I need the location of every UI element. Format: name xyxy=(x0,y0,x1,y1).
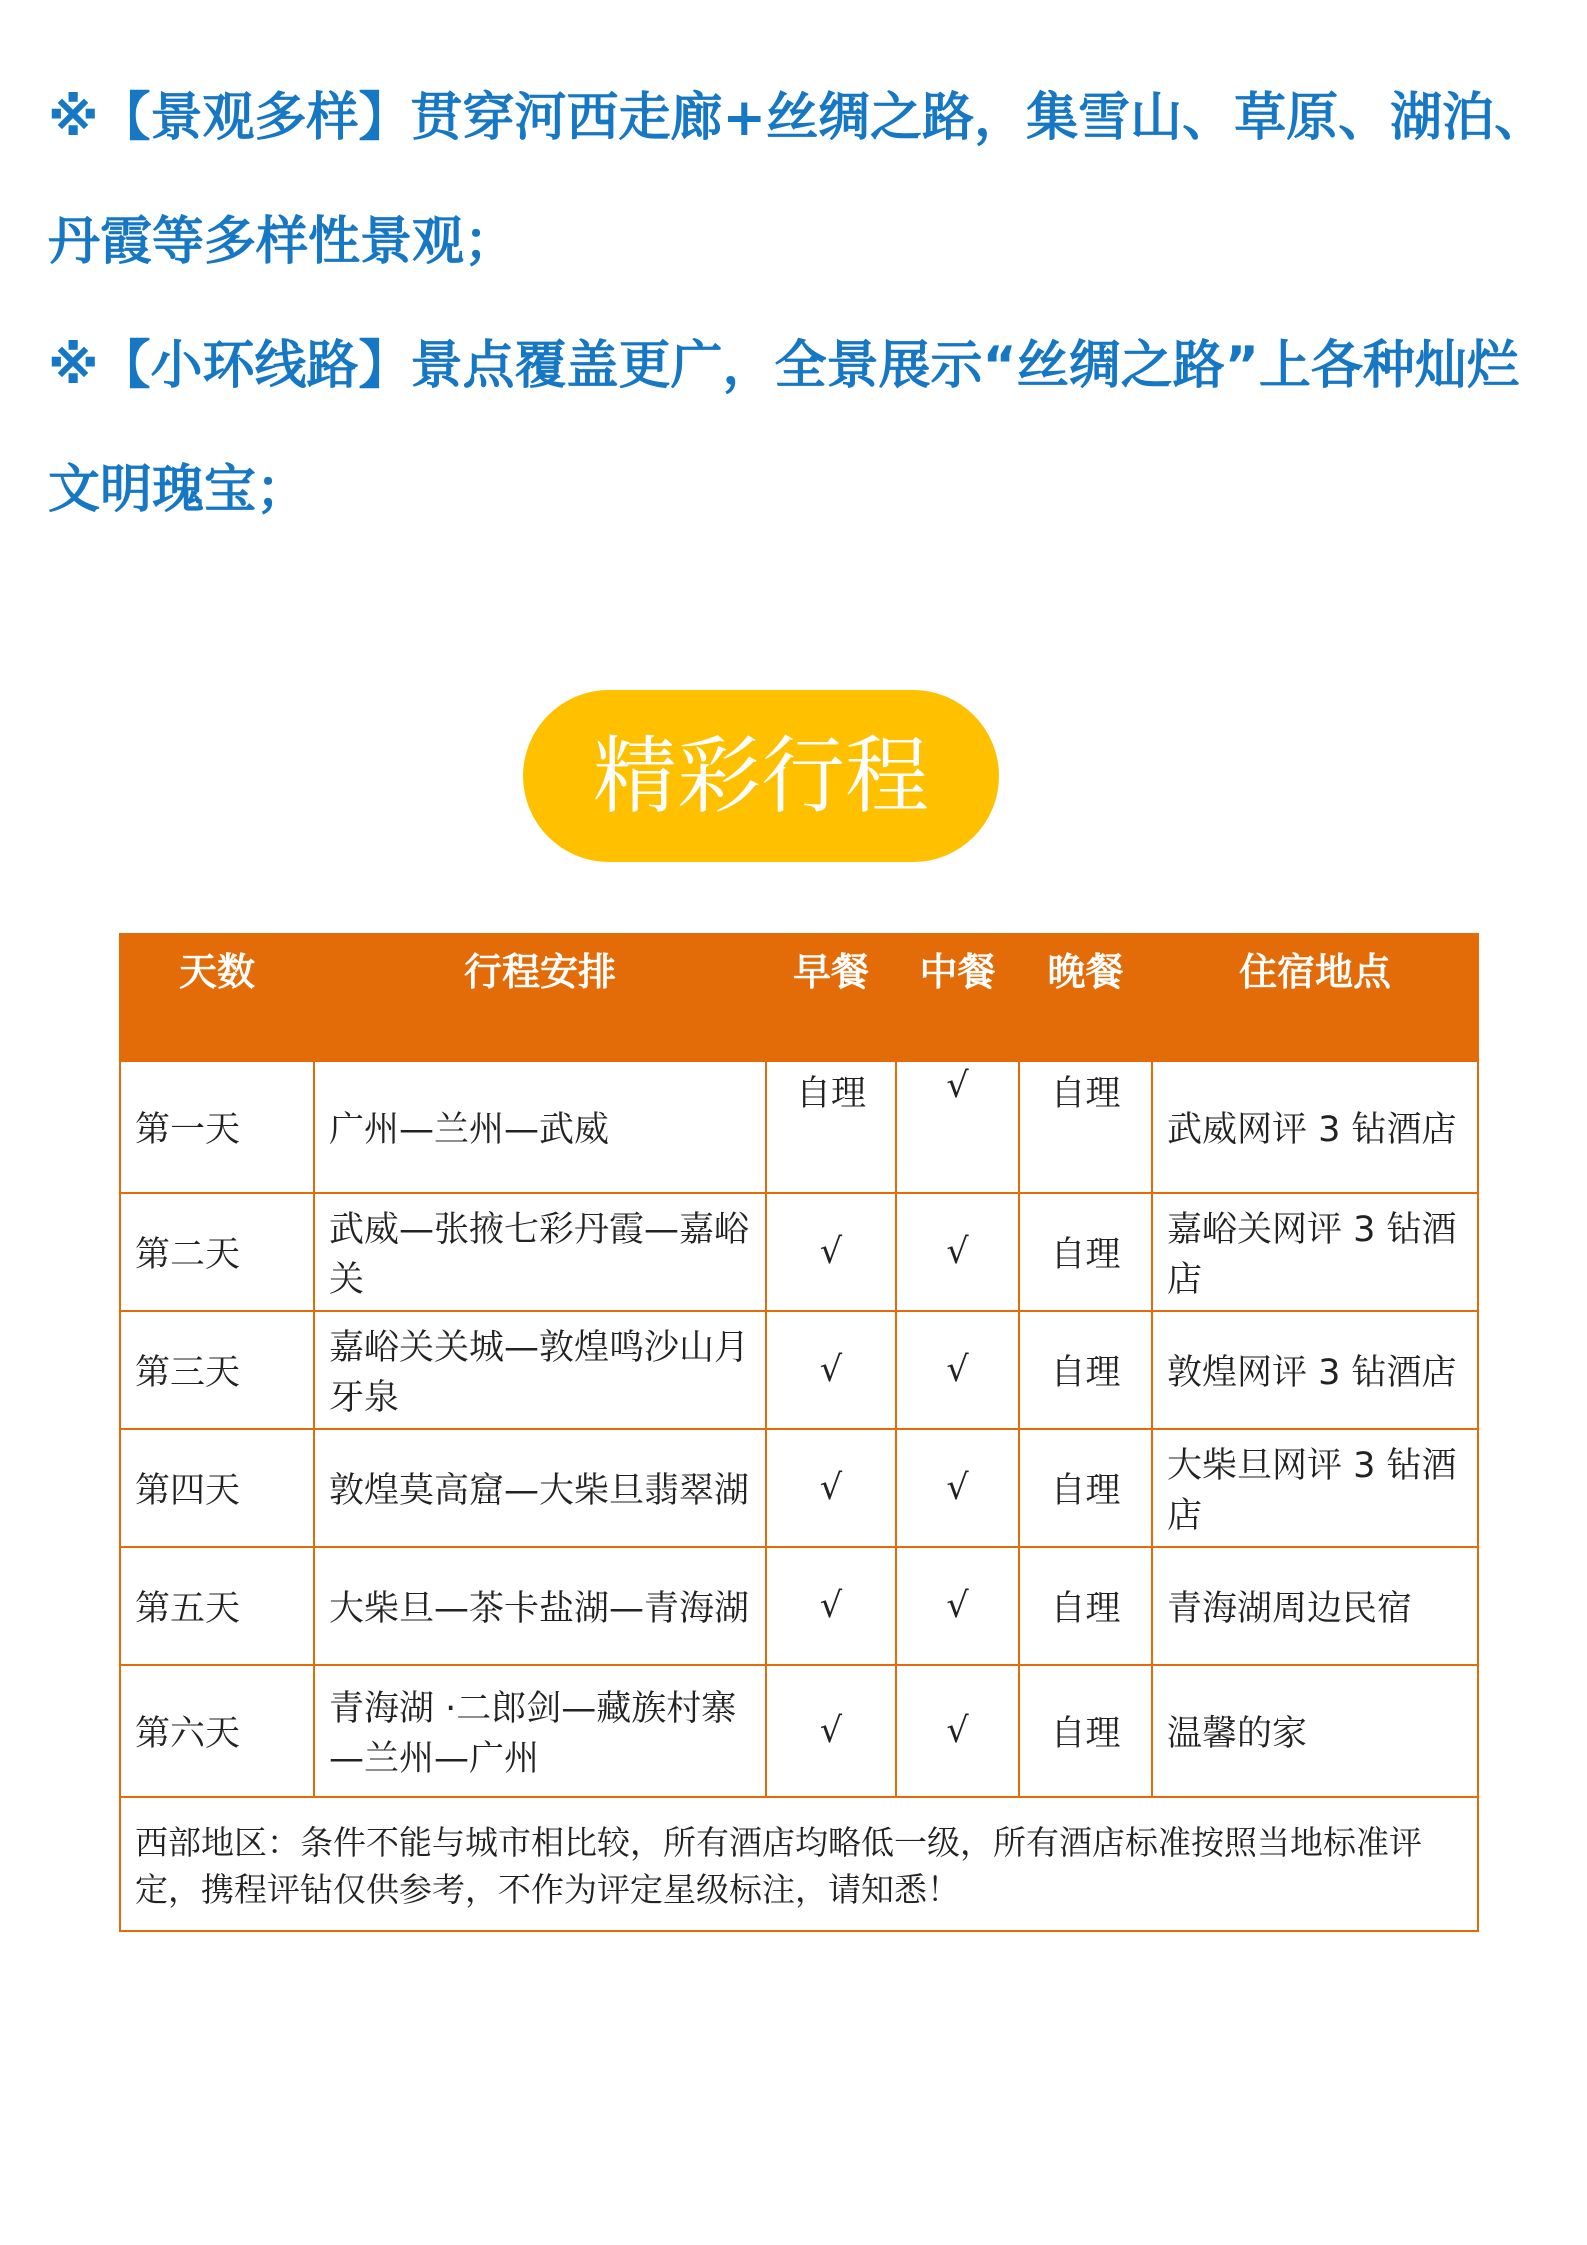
cell-lunch: √ xyxy=(896,1429,1019,1547)
cell-lunch: √ xyxy=(896,1665,1019,1797)
cell-breakfast: 自理 xyxy=(766,1061,896,1193)
itinerary-table xyxy=(119,933,1479,1932)
cell-accommodation: 武威网评 3 钻酒店 xyxy=(1152,1061,1478,1193)
cell-accommodation: 嘉峪关网评 3 钻酒店 xyxy=(1152,1193,1478,1311)
cell-breakfast: √ xyxy=(766,1547,896,1665)
highlight-2: ※【小环线路】景点覆盖更广，全景展示“丝绸之路”上各种灿烂文明瑰宝； xyxy=(48,336,1519,520)
highlights xyxy=(48,56,1548,552)
header-breakfast: 早餐 xyxy=(766,934,896,1061)
cell-day: 第四天 xyxy=(120,1429,314,1547)
header-lunch: 中餐 xyxy=(896,934,1019,1061)
cell-day: 第二天 xyxy=(120,1193,314,1311)
section-title-badge: 精彩行程 xyxy=(523,690,999,862)
cell-day: 第一天 xyxy=(120,1061,314,1193)
cell-breakfast: √ xyxy=(766,1665,896,1797)
cell-accommodation: 敦煌网评 3 钻酒店 xyxy=(1152,1311,1478,1429)
cell-lunch: √ xyxy=(896,1061,1019,1193)
cell-dinner: 自理 xyxy=(1019,1061,1152,1193)
header-accommodation: 住宿地点 xyxy=(1152,934,1478,1061)
table-row xyxy=(120,1429,1478,1547)
cell-dinner: 自理 xyxy=(1019,1311,1152,1429)
cell-breakfast: √ xyxy=(766,1429,896,1547)
cell-accommodation: 温馨的家 xyxy=(1152,1665,1478,1797)
cell-schedule: 广州—兰州—武威 xyxy=(314,1061,766,1193)
cell-schedule: 嘉峪关关城—敦煌鸣沙山月牙泉 xyxy=(314,1311,766,1429)
header-day: 天数 xyxy=(120,934,314,1061)
cell-dinner: 自理 xyxy=(1019,1193,1152,1311)
header-schedule: 行程安排 xyxy=(314,934,766,1061)
table-row xyxy=(120,1547,1478,1665)
cell-lunch: √ xyxy=(896,1193,1019,1311)
header-dinner: 晚餐 xyxy=(1019,934,1152,1061)
cell-breakfast: √ xyxy=(766,1193,896,1311)
cell-schedule: 青海湖 ·二郎剑—藏族村寨—兰州—广州 xyxy=(314,1665,766,1797)
cell-dinner: 自理 xyxy=(1019,1665,1152,1797)
table-row xyxy=(120,1061,1478,1193)
table-row xyxy=(120,1665,1478,1797)
cell-schedule: 武威—张掖七彩丹霞—嘉峪关 xyxy=(314,1193,766,1311)
cell-breakfast: √ xyxy=(766,1311,896,1429)
cell-lunch: √ xyxy=(896,1547,1019,1665)
cell-day: 第三天 xyxy=(120,1311,314,1429)
cell-accommodation: 大柴旦网评 3 钻酒店 xyxy=(1152,1429,1478,1547)
cell-schedule: 敦煌莫高窟—大柴旦翡翠湖 xyxy=(314,1429,766,1547)
cell-day: 第五天 xyxy=(120,1547,314,1665)
table-row xyxy=(120,1311,1478,1429)
cell-schedule: 大柴旦—茶卡盐湖—青海湖 xyxy=(314,1547,766,1665)
cell-dinner: 自理 xyxy=(1019,1429,1152,1547)
cell-accommodation: 青海湖周边民宿 xyxy=(1152,1547,1478,1665)
highlight-1: ※【景观多样】贯穿河西走廊+丝绸之路，集雪山、草原、湖泊、丹霞等多样性景观； xyxy=(48,88,1547,272)
table-row xyxy=(120,1193,1478,1311)
table-note: 西部地区：条件不能与城市相比较，所有酒店均略低一级，所有酒店标准按照当地标准评定，携程评钻仅供参考，不作为评定星级标注，请知悉！ xyxy=(120,1797,1478,1931)
cell-dinner: 自理 xyxy=(1019,1547,1152,1665)
cell-day: 第六天 xyxy=(120,1665,314,1797)
cell-lunch: √ xyxy=(896,1311,1019,1429)
table-header-row xyxy=(120,934,1478,1061)
